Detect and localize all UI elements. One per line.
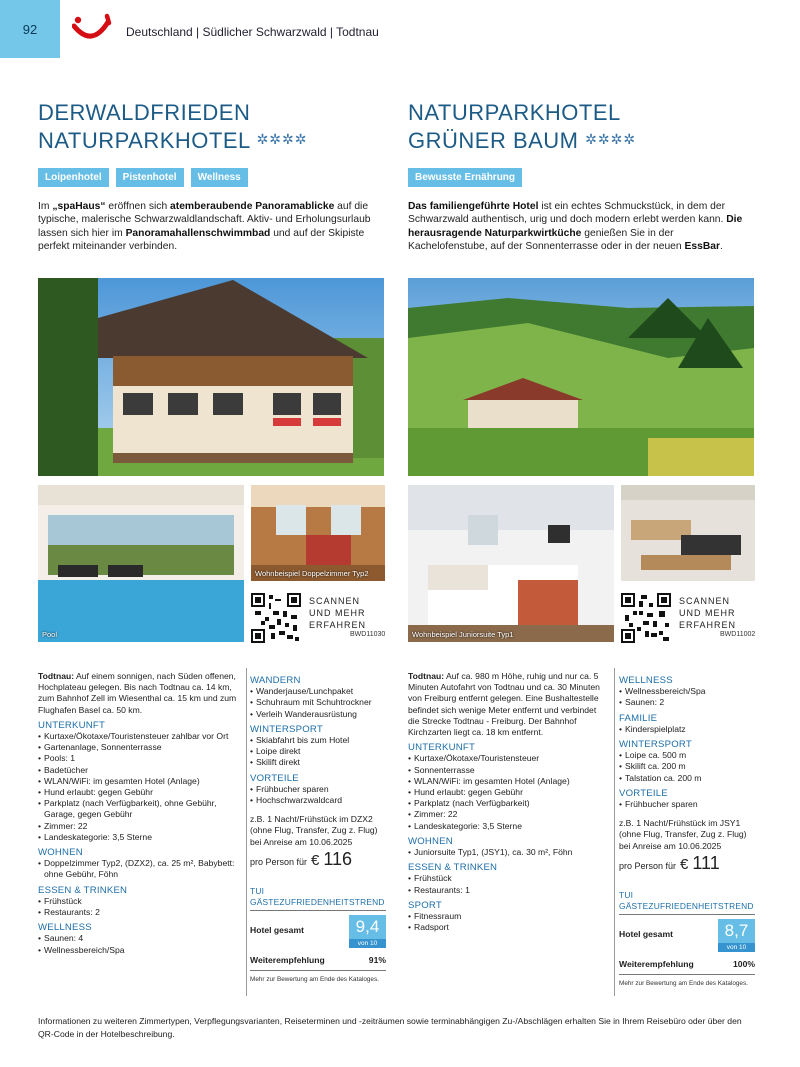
photo-caption-wrap <box>38 485 244 642</box>
section-title: UNTERKUNFT <box>38 719 106 731</box>
feature-item: • Wellnessbereich/Spa <box>38 945 242 956</box>
page-number: 92 <box>0 0 60 58</box>
feature-item: • Zimmer: 22 <box>38 821 242 832</box>
photo-caption: Pool <box>42 630 58 639</box>
column-divider <box>246 668 247 996</box>
hotel-2-header <box>408 100 756 254</box>
section-title: WELLNESS <box>38 922 92 934</box>
recommendation-row: Weiterempfehlung 91% <box>250 955 386 970</box>
feature-item: • Frühbucher sparen <box>250 784 386 795</box>
photo-caption: Wohnbeispiel Juniorsuite Typ1 <box>412 630 514 639</box>
intro-run: EssBar <box>684 241 720 253</box>
intro-run: auf die typische, malerische Schwarzwaldlandschaft. Aktiv- und Erholungsurlaub lassen sich hier im <box>38 201 371 239</box>
feature-item: • Parkplatz (nach Verfügbarkeit) <box>408 798 608 809</box>
score-badge: 9,4 von 10 <box>349 915 386 948</box>
section-title: UNTERKUNFT <box>408 742 476 754</box>
feature-list <box>408 873 608 895</box>
intro-run: genießen Sie in der Kachelofenstube, auf der Sonnenterrasse oder in der neuen <box>408 227 685 253</box>
hotel-2-info-a <box>408 671 608 933</box>
feature-item: • Skiabfahrt bis zum Hotel <box>250 735 386 746</box>
tag-badge: Bewusste Ernährung <box>408 168 522 187</box>
feature-item: • Fitnessraum <box>408 911 608 922</box>
location-text: Todtnau: Auf ca. 980 m Höhe, ruhig und nur ca. 5 Minuten Autofahrt von Todtnau und ca. 30 Minuten von Freiburg entfernt gelegen. Eine Bushaltestelle befindet sich wenige Meter entfernt und verbindet die Strecke Todtnau - Freiburg. Der Bahnhof Kirchzarten liegt ca. 18 km entfernt. <box>408 671 600 738</box>
price-line: pro Person für € 111 <box>619 852 720 873</box>
feature-item: • Saunen: 4 <box>38 933 242 944</box>
feature-item: • Landeskategorie: 3,5 Sterne <box>408 821 608 832</box>
feature-item: • Schuhraum mit Schuhtrockner <box>250 697 386 708</box>
intro-run: Die herausragende Naturparkwirtküche <box>408 214 743 239</box>
feature-item: • Verleih Wanderausrüstung <box>250 709 386 720</box>
hotel-1-header <box>38 100 386 254</box>
rating-title: TUI GÄSTEZUFRIEDENHEITSTREND <box>250 886 386 911</box>
section-title: VORTEILE <box>619 787 668 799</box>
feature-item: • Skilift direkt <box>250 757 386 768</box>
intro-run: atemberaubende Panoramablicke <box>170 201 335 212</box>
feature-list <box>619 799 755 810</box>
feature-item: • Kurtaxe/Ökotaxe/Touristensteuer zahlbar vor Ort <box>38 731 242 742</box>
intro-run: ist ein echtes Schmuckstück, in dem der Schwarzwald authentisch, urig und doch modern erlebt werden kann. <box>408 201 727 226</box>
section-title: ESSEN & TRINKEN <box>408 862 498 874</box>
feature-item: • Doppelzimmer Typ2, (DZX2), ca. 25 m², Babybett: ohne Gebühr, Föhn <box>38 858 242 880</box>
section-title: WELLNESS <box>619 675 673 686</box>
section-title: VORTEILE <box>250 772 299 784</box>
feature-item: • Parkplatz (nach Verfügbarkeit), ohne Gebühr, Garage, gegen Gebühr <box>38 798 242 820</box>
feature-item: • Skilift ca. 200 m <box>619 761 755 772</box>
feature-item: • Zimmer: 22 <box>408 809 608 820</box>
price-amount: 111 <box>692 852 720 873</box>
feature-item: • Wanderjause/Lunchpaket <box>250 686 386 697</box>
feature-item: • Pools: 1 <box>38 753 242 764</box>
section-title: WANDERN <box>250 675 301 686</box>
scan-prompt: SCANNEN UND MEHR ERFAHREN <box>309 596 367 630</box>
photo-caption-wrap <box>408 485 614 642</box>
feature-item: • Restaurants: 1 <box>408 885 608 896</box>
feature-item: • Restaurants: 2 <box>38 907 242 918</box>
feature-list <box>250 686 386 720</box>
intro-run: Panoramahallenschwimmbad <box>125 227 271 239</box>
feature-item: • Talstation ca. 200 m <box>619 773 755 784</box>
page-header <box>0 0 800 58</box>
rating-row: Hotel gesamt 9,4 von 10 <box>250 915 386 948</box>
feature-list <box>38 731 242 843</box>
price-note: z.B. 1 Nacht/Frühstück im JSY1 (ohne Flug, Transfer, Zug z. Flug) bei Anreise am 10.06.2025 <box>619 818 747 851</box>
price-note: z.B. 1 Nacht/Frühstück im DZX2 (ohne Flug, Transfer, Zug z. Flug) bei Anreise am 10.06.2025 <box>250 814 378 847</box>
column-divider <box>614 668 615 996</box>
feature-item: • Loipe direkt <box>250 746 386 757</box>
feature-list <box>619 750 755 784</box>
intro-run: „spaHaus“ <box>52 201 106 212</box>
feature-item: • WLAN/WiFi: im gesamten Hotel (Anlage) <box>38 776 242 787</box>
star-rating: ✲✲✲✲ <box>585 131 637 147</box>
feature-list <box>250 735 386 769</box>
rating-note: Mehr zur Bewertung am Ende des Kataloges. <box>250 975 379 983</box>
price-line: pro Person für € 116 <box>250 848 353 869</box>
feature-item: • Hund erlaubt: gegen Gebühr <box>408 787 608 798</box>
hotel-intro <box>408 200 754 254</box>
scan-prompt: SCANNEN UND MEHR ERFAHREN <box>679 596 737 630</box>
section-title: WOHNEN <box>408 835 453 847</box>
feature-item: • Sonnenterrasse <box>408 765 608 776</box>
recommendation-row: Weiterempfehlung 100% <box>619 959 755 974</box>
feature-list <box>619 724 755 735</box>
tag-badge: Pistenhotel <box>116 168 184 187</box>
feature-list <box>408 847 608 858</box>
feature-item: • Frühbucher sparen <box>619 799 755 810</box>
rating-note: Mehr zur Bewertung am Ende des Kataloges. <box>619 979 748 987</box>
feature-item: • Wellnessbereich/Spa <box>619 686 755 697</box>
star-rating: ✲✲✲✲ <box>256 131 308 147</box>
section-title: WINTERSPORT <box>619 739 692 751</box>
feature-list <box>408 753 608 831</box>
photo-caption: Wohnbeispiel Doppelzimmer Typ2 <box>255 569 369 578</box>
tag-list <box>408 168 756 187</box>
qr-code-icon[interactable] <box>621 593 671 643</box>
hotel-code: BWD11030 <box>350 631 386 638</box>
hotel-2-sauna-photo <box>621 485 755 581</box>
hotel-1-info-b <box>250 671 386 985</box>
tui-logo <box>72 12 112 46</box>
intro-run: . <box>720 241 723 253</box>
feature-item: • Hund erlaubt: gegen Gebühr <box>38 787 242 798</box>
price-amount: 116 <box>323 848 353 869</box>
feature-item: • Frühstück <box>38 896 242 907</box>
hotel-2-main-photo <box>408 278 754 476</box>
section-title: FAMILIE <box>619 712 658 724</box>
hotel-code: BWD11002 <box>720 631 756 638</box>
feature-item: • Landeskategorie: 3,5 Sterne <box>38 832 242 843</box>
feature-list <box>38 896 242 918</box>
intro-run: Im <box>38 201 53 212</box>
section-title: SPORT <box>408 899 442 911</box>
feature-item: • Gartenanlage, Sonnenterrasse <box>38 742 242 753</box>
feature-list <box>408 911 608 933</box>
feature-item: • Hochschwarzwaldcard <box>250 795 386 806</box>
hotel-1-main-photo <box>38 278 384 476</box>
feature-item: • Frühstück <box>408 873 608 884</box>
intro-run: und auf der Skipiste perfekt miteinander verbinden. <box>38 227 365 253</box>
section-title: ESSEN & TRINKEN <box>38 884 128 896</box>
hotel-intro <box>38 200 384 254</box>
feature-item: • Kinderspielplatz <box>619 724 755 735</box>
tag-badge: Wellness <box>191 168 248 187</box>
footer-note: Informationen zu weiteren Zimmertypen, Verpflegungsvarianten, Reiseterminen und -zeiträumen sowie terminabhängigen Zu-/Abschlägen erhalten Sie in Ihrem Reisebüro oder über den QR-Code in der Hotelbeschreibung. <box>38 1016 742 1039</box>
section-title: WOHNEN <box>38 847 83 859</box>
feature-item: • Loipe ca. 500 m <box>619 750 755 761</box>
location-text: Todtnau: Auf einem sonnigen, nach Süden offenen, Hochplateau gelegen. Bis nach Todtnau ca. 14 km, zum Bahnhof Zell im Wiesenthal ca. 15 km und zum Flughafen Basel ca. 50 km. <box>38 671 237 715</box>
feature-list <box>250 784 386 806</box>
feature-item: • Juniorsuite Typ1, (JSY1), ca. 30 m², Föhn <box>408 847 608 858</box>
qr-code-icon[interactable] <box>251 593 301 643</box>
feature-item: • Saunen: 2 <box>619 697 755 708</box>
hotel-1-info-a <box>38 671 242 956</box>
hotel-title: NATURPARKHOTEL GRÜNER BAUM ✲✲✲✲ <box>408 100 637 153</box>
photo-caption-wrap <box>251 485 385 581</box>
feature-item: • Badetücher <box>38 765 242 776</box>
hotel-title: DERWALDFRIEDEN NATURPARKHOTEL ✲✲✲✲ <box>38 100 308 153</box>
tag-list <box>38 168 386 187</box>
rating-row: Hotel gesamt 8,7 von 10 <box>619 919 755 952</box>
intro-run: Das familiengeführte Hotel <box>408 201 539 212</box>
hotel-2-info-b <box>619 671 755 989</box>
feature-list <box>38 933 242 955</box>
feature-item: • WLAN/WiFi: im gesamten Hotel (Anlage) <box>408 776 608 787</box>
feature-list <box>619 686 755 708</box>
score-badge: 8,7 von 10 <box>718 919 755 952</box>
feature-list <box>38 858 242 880</box>
section-title: WINTERSPORT <box>250 723 323 735</box>
tag-badge: Loipenhotel <box>38 168 109 187</box>
breadcrumb: Deutschland | Südlicher Schwarzwald | Todtnau <box>126 25 379 39</box>
rating-title: TUI GÄSTEZUFRIEDENHEITSTREND <box>619 890 755 915</box>
feature-item: • Radsport <box>408 922 608 933</box>
feature-item: • Kurtaxe/Ökotaxe/Touristensteuer <box>408 753 608 764</box>
intro-run: eröffnen sich <box>105 201 171 212</box>
